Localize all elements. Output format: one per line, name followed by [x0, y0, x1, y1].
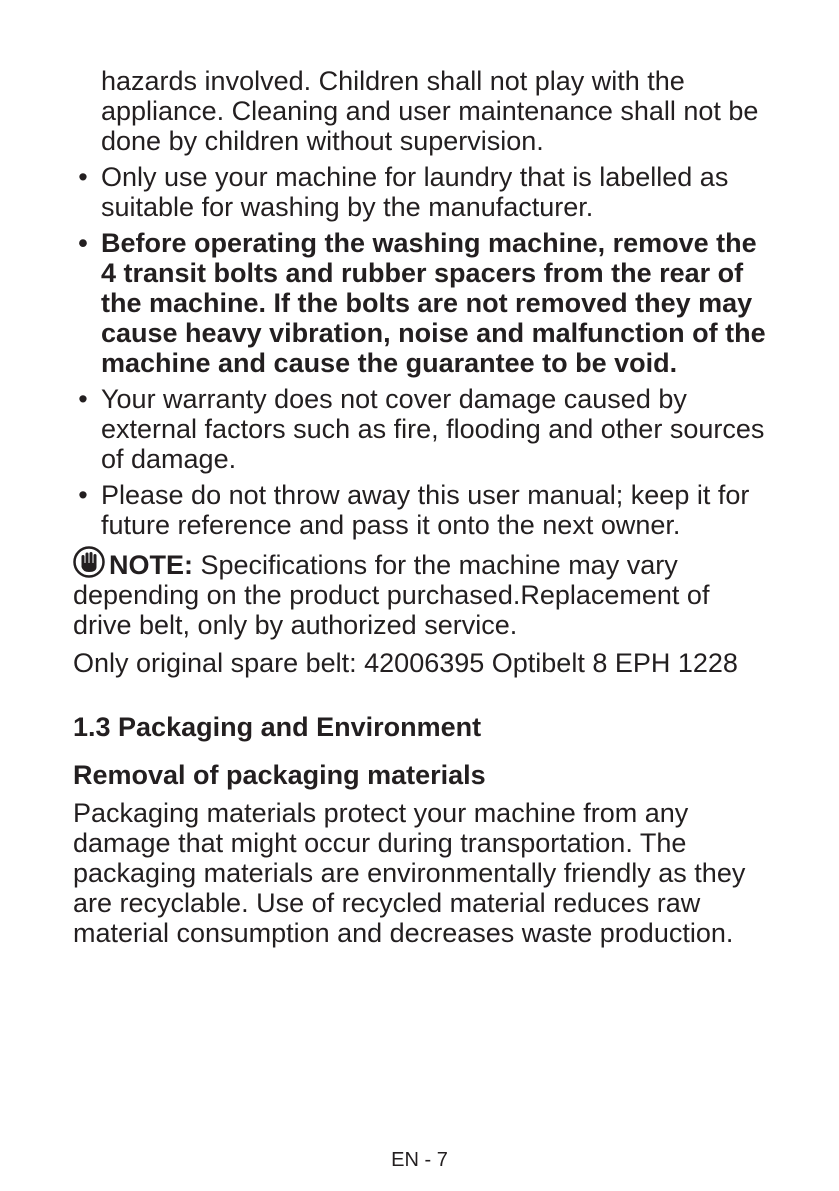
bullet-text: Please do not throw away this user manual; keep it for future reference and pass it onto the next owner. [101, 480, 750, 540]
bullet-item-laundry [73, 162, 773, 222]
note-label: NOTE: [109, 550, 193, 580]
bullet-item-keep-manual [73, 480, 773, 540]
packaging-paragraph: Packaging materials protect your machine from any damage that might occur during transportation. The packaging materials are environmentally friendly as they are recyclable. Use of recycled material reduces raw material consumption and decreases waste production. [73, 798, 746, 948]
sub-heading: Removal of packaging materials [73, 760, 486, 790]
bullet-item-transit-bolts [73, 228, 773, 378]
section-heading: 1.3 Packaging and Environment [73, 712, 482, 742]
page-number: EN - 7 [391, 1149, 448, 1171]
bullet-item-warranty [73, 384, 773, 474]
manual-page-content [73, 66, 773, 948]
note-block [73, 546, 773, 640]
safety-bullet-list [73, 162, 773, 540]
bullet-marker: • [78, 162, 88, 192]
spare-belt-info: Only original spare belt: 42006395 Optibelt 8 EPH 1228 [73, 648, 738, 678]
bullet-text: Only use your machine for laundry that is labelled as suitable for washing by the manufacturer. [101, 162, 729, 222]
bullet-marker: • [78, 228, 88, 258]
bullet-marker: • [78, 384, 88, 414]
note-text: Specifications for the machine may vary depending on the product purchased.Replacement of drive belt, only by authorized service. [73, 550, 710, 640]
bullet-text: Your warranty does not cover damage caused by external factors such as fire, flooding and other sources of damage. [101, 384, 765, 474]
bullet-text: Before operating the washing machine, remove the 4 transit bolts and rubber spacers from the rear of the machine. If the bolts are not removed they may cause heavy vibration, noise and malfunction of the machine and cause the guarantee to be void. [101, 228, 766, 378]
continuation-paragraph: hazards involved. Children shall not play with the appliance. Cleaning and user maintenance shall not be done by children without supervision. [101, 66, 759, 156]
hand-stop-icon [73, 546, 107, 578]
bullet-marker: • [78, 480, 88, 510]
